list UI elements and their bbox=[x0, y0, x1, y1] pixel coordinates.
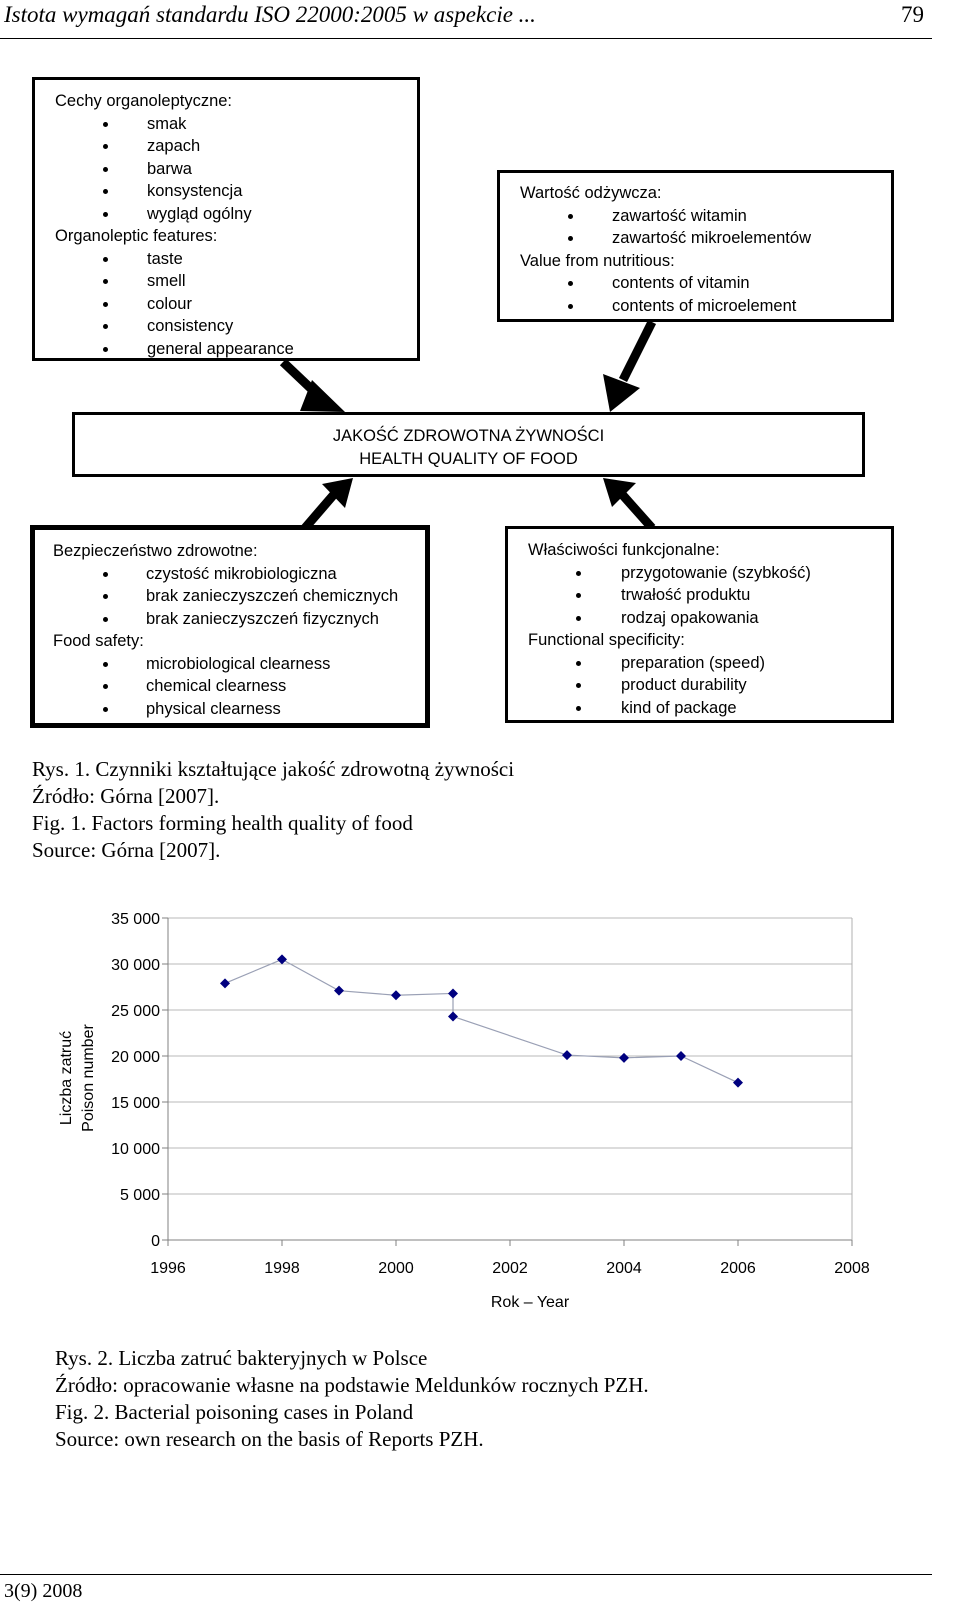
list-item: brak zanieczyszczeń chemicznych bbox=[53, 585, 425, 608]
list-item: contents of microelement bbox=[520, 295, 891, 318]
arrow-nutritional bbox=[623, 322, 652, 380]
list-item: general appearance bbox=[55, 338, 417, 361]
data-point bbox=[619, 1053, 629, 1063]
arrow-safety bbox=[305, 492, 336, 528]
food-safety-list-pl bbox=[53, 563, 425, 631]
y-tick-label: 20 000 bbox=[111, 1049, 160, 1066]
x-tick-label: 2002 bbox=[492, 1260, 528, 1277]
organoleptic-list-pl bbox=[55, 113, 417, 226]
chart-y-label-en: Poison number bbox=[80, 1024, 97, 1132]
chart-y-label-pl: Liczba zatruć bbox=[58, 1030, 75, 1126]
list-item: smell bbox=[55, 270, 417, 293]
data-point bbox=[391, 990, 401, 1000]
organoleptic-box bbox=[32, 77, 420, 361]
list-item: przygotowanie (szybkość) bbox=[528, 562, 891, 585]
data-point bbox=[733, 1078, 743, 1088]
x-tick-label: 2008 bbox=[834, 1260, 870, 1277]
list-item: taste bbox=[55, 248, 417, 271]
organoleptic-heading-pl: Cechy organoleptyczne: bbox=[55, 92, 233, 110]
figure-1-caption bbox=[32, 756, 514, 864]
list-item: zawartość witamin bbox=[520, 205, 891, 228]
list-item: preparation (speed) bbox=[528, 652, 891, 675]
data-point bbox=[334, 986, 344, 996]
list-item: product durability bbox=[528, 674, 891, 697]
caption-line: Fig. 2. Bacterial poisoning cases in Poland bbox=[55, 1400, 414, 1424]
list-item: smak bbox=[55, 113, 417, 136]
nutritional-box bbox=[497, 170, 894, 322]
data-point bbox=[562, 1050, 572, 1060]
data-point bbox=[448, 1011, 458, 1021]
arrowhead-nutritional-icon bbox=[603, 374, 640, 412]
chart-x-label: Rok – Year bbox=[490, 1294, 570, 1311]
caption-line: Rys. 2. Liczba zatruć bakteryjnych w Polsce bbox=[55, 1346, 428, 1370]
nutritional-heading-pl: Wartość odżywcza: bbox=[520, 184, 662, 202]
caption-line: Źródło: Górna [2007]. bbox=[32, 784, 220, 808]
organoleptic-list-en bbox=[55, 248, 417, 361]
x-tick-label: 1996 bbox=[150, 1260, 186, 1277]
y-tick-label: 15 000 bbox=[111, 1095, 160, 1112]
caption-line: Fig. 1. Factors forming health quality of food bbox=[32, 811, 413, 835]
health-quality-title-pl: JAKOŚĆ ZDROWOTNA ŻYWNOŚCI bbox=[332, 427, 605, 445]
list-item: zawartość mikroelementów bbox=[520, 227, 891, 250]
data-point bbox=[277, 954, 287, 964]
food-safety-heading-en: Food safety: bbox=[53, 632, 144, 650]
food-safety-box bbox=[30, 525, 430, 728]
poisoning-chart bbox=[0, 890, 930, 1330]
arrow-functional bbox=[620, 492, 652, 528]
caption-line: Source: own research on the basis of Reports PZH. bbox=[55, 1427, 484, 1451]
data-point bbox=[220, 978, 230, 988]
health-quality-box bbox=[72, 412, 865, 477]
nutritional-heading-en: Value from nutritious: bbox=[520, 251, 675, 270]
page-number: 79 bbox=[901, 2, 924, 27]
functional-heading-pl: Właściwości funkcjonalne: bbox=[528, 541, 720, 559]
list-item: zapach bbox=[55, 135, 417, 158]
list-item: barwa bbox=[55, 158, 417, 181]
list-item: brak zanieczyszczeń fizycznych bbox=[53, 608, 425, 631]
list-item: czystość mikrobiologiczna bbox=[53, 563, 425, 586]
list-item: kind of package bbox=[528, 697, 891, 720]
list-item: trwałość produktu bbox=[528, 584, 891, 607]
y-tick-label: 0 bbox=[151, 1233, 160, 1250]
nutritional-list-en bbox=[520, 272, 891, 317]
series-line bbox=[225, 959, 738, 1082]
caption-line: Source: Górna [2007]. bbox=[32, 838, 221, 862]
food-safety-heading-pl: Bezpieczeństwo zdrowotne: bbox=[53, 542, 258, 560]
data-point bbox=[676, 1051, 686, 1061]
list-item: rodzaj opakowania bbox=[528, 607, 891, 630]
running-title: Istota wymagań standardu ISO 22000:2005 w aspekcie ... bbox=[4, 2, 536, 27]
food-safety-list-en bbox=[53, 653, 425, 721]
list-item: physical clearness bbox=[53, 698, 425, 721]
functional-heading-en: Functional specificity: bbox=[528, 631, 685, 649]
caption-line: Rys. 1. Czynniki kształtujące jakość zdrowotną żywności bbox=[32, 757, 515, 781]
x-tick-label: 1998 bbox=[264, 1260, 300, 1277]
footer-rule bbox=[0, 1574, 932, 1575]
health-quality-title-en: HEALTH QUALITY OF FOOD bbox=[359, 449, 578, 468]
list-item: microbiological clearness bbox=[53, 653, 425, 676]
y-tick-label: 30 000 bbox=[111, 957, 160, 974]
functional-list-en bbox=[528, 652, 891, 720]
y-tick-label: 10 000 bbox=[111, 1141, 160, 1158]
y-tick-label: 25 000 bbox=[111, 1003, 160, 1020]
x-tick-label: 2004 bbox=[606, 1260, 642, 1277]
organoleptic-heading-en: Organoleptic features: bbox=[55, 227, 218, 245]
list-item: konsystencja bbox=[55, 180, 417, 203]
list-item: contents of vitamin bbox=[520, 272, 891, 295]
x-tick-label: 2006 bbox=[720, 1260, 756, 1277]
nutritional-list-pl bbox=[520, 205, 891, 250]
x-tick-label: 2000 bbox=[378, 1260, 414, 1277]
y-tick-label: 35 000 bbox=[111, 911, 160, 928]
functional-box bbox=[505, 526, 894, 723]
functional-list-pl bbox=[528, 562, 891, 630]
list-item: chemical clearness bbox=[53, 675, 425, 698]
y-tick-label: 5 000 bbox=[119, 1187, 160, 1204]
figure-2-caption bbox=[55, 1345, 649, 1453]
list-item: wygląd ogólny bbox=[55, 203, 417, 226]
list-item: consistency bbox=[55, 315, 417, 338]
issue-label: 3(9) 2008 bbox=[4, 1580, 83, 1602]
list-item: colour bbox=[55, 293, 417, 316]
caption-line: Źródło: opracowanie własne na podstawie Meldunków rocznych PZH. bbox=[55, 1373, 649, 1397]
data-point bbox=[448, 988, 458, 998]
